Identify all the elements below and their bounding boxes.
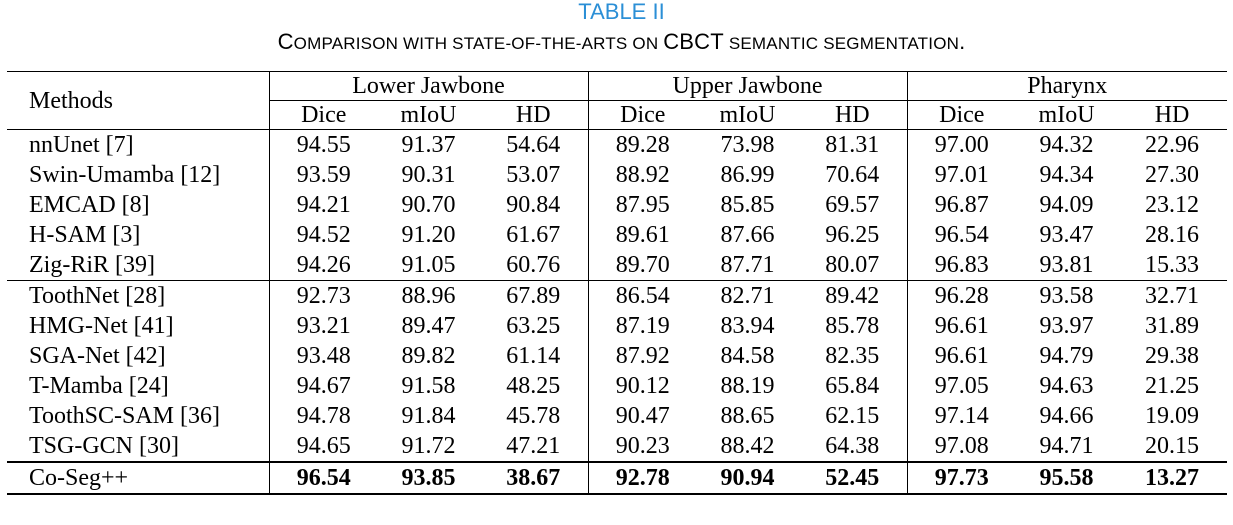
method-name: ToothSC-SAM [36] bbox=[29, 403, 221, 429]
value-cell: 93.81 bbox=[1039, 252, 1094, 278]
caption-part: SEMANTIC SEGMENTATION bbox=[723, 34, 960, 53]
value-cell: 88.96 bbox=[378, 281, 479, 312]
method-name: nnUnet [7] bbox=[7, 130, 269, 161]
value-cell: 94.78 bbox=[269, 401, 378, 431]
table-row bbox=[7, 190, 1227, 220]
value-cell: 85.85 bbox=[720, 192, 775, 218]
metric-header: mIoU bbox=[378, 101, 479, 130]
value-cell: 15.33 bbox=[1145, 252, 1200, 278]
value-cell: 94.65 bbox=[269, 431, 378, 462]
value-cell: 13.27 bbox=[1117, 462, 1227, 494]
table-label: TABLE II bbox=[578, 0, 665, 24]
value-cell: 90.47 bbox=[588, 401, 697, 431]
group-header-upper-jawbone: Upper Jawbone bbox=[588, 72, 907, 101]
caption-part: C bbox=[277, 29, 294, 54]
value-cell: 61.67 bbox=[506, 222, 561, 248]
value-cell: 96.25 bbox=[825, 222, 880, 248]
value-cell: 94.79 bbox=[1039, 343, 1094, 369]
value-cell: 89.70 bbox=[588, 250, 697, 281]
table-row bbox=[7, 341, 1227, 371]
value-cell: 93.58 bbox=[1016, 281, 1117, 312]
value-cell: 90.70 bbox=[401, 192, 456, 218]
value-cell: 93.48 bbox=[269, 341, 378, 371]
metric-header: Dice bbox=[588, 101, 697, 130]
value-cell: 19.09 bbox=[1145, 403, 1200, 429]
value-cell: 97.05 bbox=[907, 371, 1016, 401]
value-cell: 87.66 bbox=[720, 222, 775, 248]
value-cell: 20.15 bbox=[1145, 433, 1200, 459]
table-row bbox=[7, 401, 1227, 431]
value-cell: 88.42 bbox=[720, 433, 775, 459]
value-cell: 94.66 bbox=[1039, 403, 1094, 429]
value-cell: 45.78 bbox=[506, 403, 561, 429]
metric-header: Dice bbox=[907, 101, 1016, 130]
value-cell: 65.84 bbox=[825, 373, 880, 399]
value-cell: 86.54 bbox=[588, 281, 697, 312]
value-cell: 92.73 bbox=[269, 281, 378, 312]
table-row bbox=[7, 160, 1227, 190]
table-row bbox=[7, 130, 1227, 161]
table-caption bbox=[0, 29, 1233, 57]
value-cell: 96.87 bbox=[907, 190, 1016, 220]
metric-header: HD bbox=[479, 101, 588, 130]
metric-header: mIoU bbox=[697, 101, 798, 130]
value-cell: 64.38 bbox=[825, 433, 880, 459]
value-cell: 89.28 bbox=[588, 130, 697, 161]
value-cell: 89.61 bbox=[588, 220, 697, 250]
group-header-pharynx: Pharynx bbox=[907, 72, 1227, 101]
value-cell: 90.84 bbox=[506, 192, 561, 218]
value-cell: 48.25 bbox=[506, 373, 561, 399]
value-cell: 90.23 bbox=[588, 431, 697, 462]
value-cell: 62.15 bbox=[825, 403, 880, 429]
value-cell: 93.21 bbox=[269, 311, 378, 341]
value-cell: 84.58 bbox=[720, 343, 775, 369]
value-cell: 89.47 bbox=[401, 313, 456, 339]
value-cell: 89.42 bbox=[798, 281, 907, 312]
value-cell: 96.61 bbox=[907, 341, 1016, 371]
value-cell: 94.67 bbox=[269, 371, 378, 401]
value-cell: 86.99 bbox=[720, 162, 775, 188]
value-cell: 32.71 bbox=[1117, 281, 1227, 312]
value-cell: 90.94 bbox=[697, 462, 798, 494]
value-cell: 87.92 bbox=[588, 341, 697, 371]
value-cell: 82.35 bbox=[825, 343, 880, 369]
caption-part: . bbox=[959, 29, 966, 54]
value-cell: 89.82 bbox=[401, 343, 456, 369]
value-cell: 96.54 bbox=[269, 462, 378, 494]
methods-header: Methods bbox=[7, 72, 269, 130]
method-name: Co-Seg++ bbox=[7, 462, 269, 494]
value-cell: 97.00 bbox=[907, 130, 1016, 161]
value-cell: 27.30 bbox=[1145, 162, 1200, 188]
caption-part: OMPARISON WITH STATE-OF-THE-ARTS ON bbox=[293, 34, 664, 53]
header-row-groups bbox=[7, 72, 1227, 101]
value-cell: 93.59 bbox=[269, 160, 378, 190]
group-header-lower-jawbone: Lower Jawbone bbox=[269, 72, 588, 101]
value-cell: 95.58 bbox=[1016, 462, 1117, 494]
value-cell: 93.85 bbox=[378, 462, 479, 494]
value-cell: 87.19 bbox=[588, 311, 697, 341]
table-row bbox=[7, 220, 1227, 250]
value-cell: 94.26 bbox=[269, 250, 378, 281]
value-cell: 87.95 bbox=[588, 190, 697, 220]
value-cell: 94.63 bbox=[1039, 373, 1094, 399]
value-cell: 96.28 bbox=[907, 281, 1016, 312]
value-cell: 28.16 bbox=[1145, 222, 1200, 248]
value-cell: 21.25 bbox=[1145, 373, 1200, 399]
value-cell: 92.78 bbox=[588, 462, 697, 494]
value-cell: 83.94 bbox=[720, 313, 775, 339]
method-name: TSG-GCN [30] bbox=[29, 433, 179, 459]
value-cell: 22.96 bbox=[1117, 130, 1227, 161]
method-name: EMCAD [8] bbox=[29, 192, 150, 218]
value-cell: 38.67 bbox=[479, 462, 588, 494]
value-cell: 97.01 bbox=[907, 160, 1016, 190]
value-cell: 93.97 bbox=[1039, 313, 1094, 339]
table-row bbox=[7, 462, 1227, 494]
value-cell: 67.89 bbox=[479, 281, 588, 312]
value-cell: 61.14 bbox=[506, 343, 561, 369]
value-cell: 94.09 bbox=[1039, 192, 1094, 218]
method-name: SGA-Net [42] bbox=[29, 343, 166, 369]
value-cell: 31.89 bbox=[1145, 313, 1200, 339]
value-cell: 88.65 bbox=[720, 403, 775, 429]
value-cell: 69.57 bbox=[825, 192, 880, 218]
value-cell: 94.55 bbox=[269, 130, 378, 161]
value-cell: 88.92 bbox=[588, 160, 697, 190]
table-row bbox=[7, 250, 1227, 281]
value-cell: 97.73 bbox=[907, 462, 1016, 494]
value-cell: 87.71 bbox=[720, 252, 775, 278]
metric-header: HD bbox=[1117, 101, 1227, 130]
value-cell: 82.71 bbox=[697, 281, 798, 312]
value-cell: 94.71 bbox=[1039, 433, 1094, 459]
value-cell: 52.45 bbox=[798, 462, 907, 494]
table-body bbox=[7, 130, 1227, 495]
table-row bbox=[7, 311, 1227, 341]
metric-header: HD bbox=[798, 101, 907, 130]
value-cell: 80.07 bbox=[825, 252, 880, 278]
comparison-table bbox=[7, 71, 1227, 495]
value-cell: 94.52 bbox=[269, 220, 378, 250]
method-name: Swin-Umamba [12] bbox=[29, 162, 221, 188]
value-cell: 94.32 bbox=[1016, 130, 1117, 161]
value-cell: 91.84 bbox=[401, 403, 456, 429]
value-cell: 91.20 bbox=[401, 222, 456, 248]
value-cell: 73.98 bbox=[697, 130, 798, 161]
value-cell: 29.38 bbox=[1145, 343, 1200, 369]
value-cell: 63.25 bbox=[506, 313, 561, 339]
value-cell: 96.83 bbox=[907, 250, 1016, 281]
method-name: T-Mamba [24] bbox=[29, 373, 169, 399]
method-name: Zig-RiR [39] bbox=[29, 252, 155, 278]
value-cell: 93.47 bbox=[1039, 222, 1094, 248]
value-cell: 96.61 bbox=[907, 311, 1016, 341]
value-cell: 53.07 bbox=[506, 162, 561, 188]
value-cell: 90.31 bbox=[401, 162, 456, 188]
value-cell: 97.08 bbox=[907, 431, 1016, 462]
value-cell: 85.78 bbox=[825, 313, 880, 339]
value-cell: 54.64 bbox=[479, 130, 588, 161]
value-cell: 91.05 bbox=[401, 252, 456, 278]
method-name: ToothNet [28] bbox=[7, 281, 269, 312]
value-cell: 96.54 bbox=[907, 220, 1016, 250]
value-cell: 91.37 bbox=[378, 130, 479, 161]
value-cell: 91.58 bbox=[401, 373, 456, 399]
value-cell: 81.31 bbox=[798, 130, 907, 161]
method-name: H-SAM [3] bbox=[29, 222, 141, 248]
method-name: HMG-Net [41] bbox=[29, 313, 174, 339]
value-cell: 94.34 bbox=[1039, 162, 1094, 188]
caption-part: CBCT bbox=[663, 29, 724, 54]
value-cell: 60.76 bbox=[506, 252, 561, 278]
table-row bbox=[7, 281, 1227, 312]
value-cell: 94.21 bbox=[269, 190, 378, 220]
table-row bbox=[7, 371, 1227, 401]
metric-header: mIoU bbox=[1016, 101, 1117, 130]
metric-header: Dice bbox=[269, 101, 378, 130]
value-cell: 90.12 bbox=[588, 371, 697, 401]
table-row bbox=[7, 431, 1227, 462]
value-cell: 23.12 bbox=[1145, 192, 1200, 218]
value-cell: 47.21 bbox=[506, 433, 561, 459]
value-cell: 97.14 bbox=[907, 401, 1016, 431]
value-cell: 70.64 bbox=[825, 162, 880, 188]
value-cell: 91.72 bbox=[401, 433, 456, 459]
value-cell: 88.19 bbox=[720, 373, 775, 399]
